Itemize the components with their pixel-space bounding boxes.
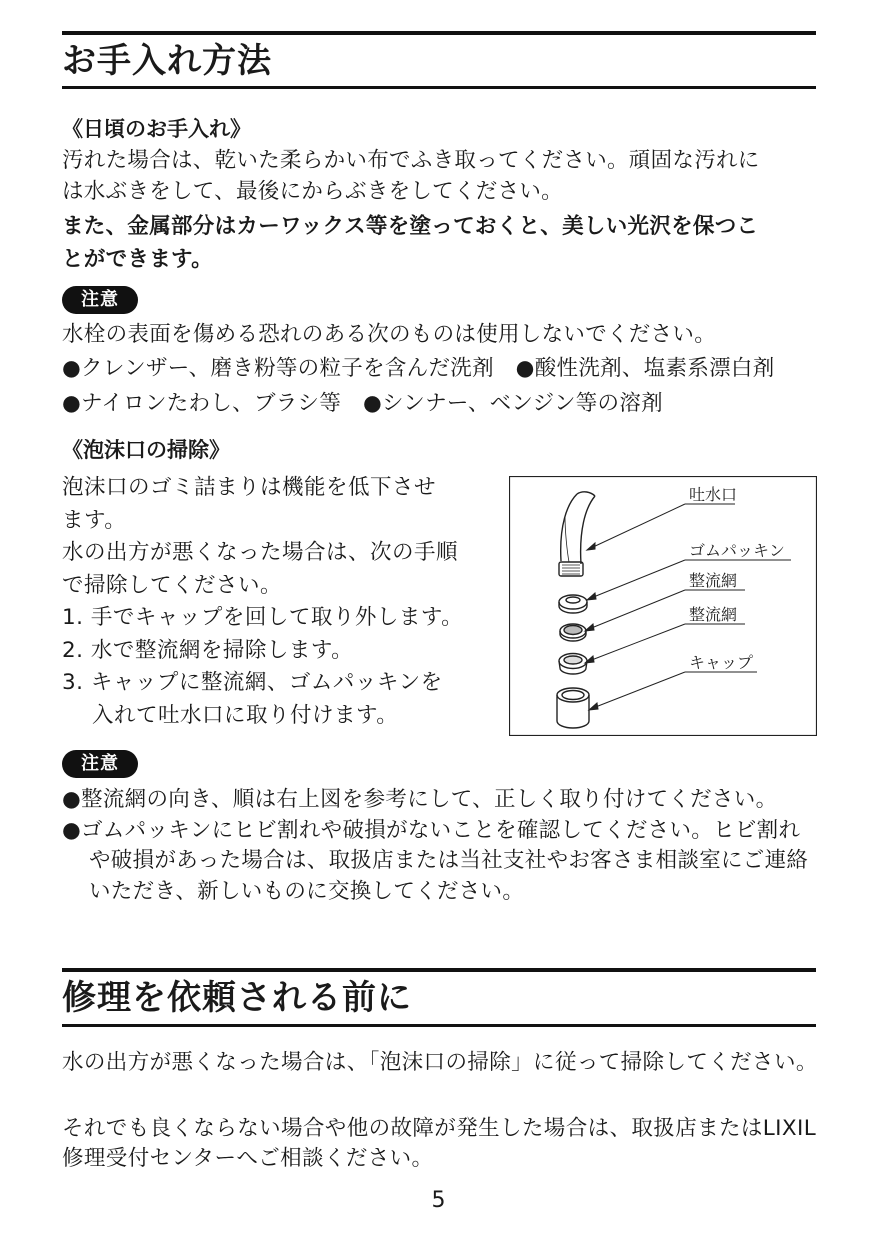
- aerator-line: ます。: [62, 507, 127, 533]
- caution-intro: 水栓の表面を傷める恐れのある次のものは使用しないでください。: [62, 322, 717, 347]
- daily-care-body-line1: 汚れた場合は、乾いた柔らかい布でふき取ってください。頑固な汚れに: [62, 148, 760, 173]
- caution2-items: [62, 785, 822, 907]
- aerator-step-3-cont: 入れて吐水口に取り付けます。: [92, 702, 399, 728]
- caution-items-row2: ●ナイロンたわし、ブラシ等 ●シンナー、ベンジン等の溶剤: [62, 391, 663, 416]
- caution2-item-1: ●整流網の向き、順は右上図を参考にして、正しく取り付けてください。: [62, 787, 778, 812]
- label-rubber-packing: ゴムパッキン: [689, 541, 785, 560]
- repair-para2: それでも良くならない場合や他の故障が発生した場合は、取扱店またはLIXIL修理受付センターへご相談ください。: [62, 1116, 817, 1171]
- repair-title: 修理を依頼される前に: [62, 978, 412, 1018]
- label-cap: キャップ: [689, 653, 754, 672]
- aerator-step-1: 1. 手でキャップを回して取り外します。: [62, 605, 464, 630]
- section2-top-rule: [62, 968, 816, 972]
- section2-bottom-rule: [62, 1024, 816, 1027]
- aerator-heading: 《泡沫口の掃除》: [62, 438, 230, 462]
- caution-badge: 注意: [62, 286, 138, 314]
- aerator-instructions: [62, 472, 492, 732]
- section-bottom-rule: [62, 86, 816, 89]
- caution-badge-2: 注意: [62, 750, 138, 778]
- daily-care-body-line2: は水ぶきをして、最後にからぶきをしてください。: [62, 179, 563, 204]
- label-mesh-2: 整流網: [689, 605, 738, 624]
- label-mesh-1: 整流網: [689, 571, 738, 590]
- label-spout: 吐水口: [689, 485, 738, 504]
- aerator-line: で掃除してください。: [62, 572, 283, 598]
- aerator-line: 水の出方が悪くなった場合は、次の手順: [62, 540, 459, 565]
- caution-items-row1: ●クレンザー、磨き粉等の粒子を含んだ洗剤 ●酸性洗剤、塩素系漂白剤: [62, 356, 775, 381]
- care-title: お手入れ方法: [62, 41, 272, 81]
- daily-care-heading: 《日頃のお手入れ》: [62, 117, 251, 141]
- caution2-item-2: ●ゴムパッキンにヒビ割れや破損がないことを確認してください。ヒビ割れや破損があった場合は、取扱店または当社支社やお客さま相談室にご連絡いただき、新しいものに交換してください。: [62, 817, 809, 904]
- aerator-step-2: 2. 水で整流網を掃除します。: [62, 637, 354, 663]
- page-number: 5: [431, 1188, 446, 1213]
- section-top-rule: [62, 31, 816, 35]
- aerator-line: 泡沫口のゴミ詰まりは機能を低下させ: [62, 475, 437, 500]
- repair-para1: 水の出方が悪くなった場合は、「泡沫口の掃除」に従って掃除してください。: [62, 1050, 818, 1075]
- daily-care-bold-line2: とができます。: [62, 247, 213, 272]
- aerator-diagram: [509, 476, 817, 736]
- aerator-step-3: 3. キャップに整流網、ゴムパッキンを: [62, 670, 443, 695]
- daily-care-bold-line1: また、金属部分はカーワックス等を塗っておくと、美しい光沢を保つこ: [62, 214, 759, 239]
